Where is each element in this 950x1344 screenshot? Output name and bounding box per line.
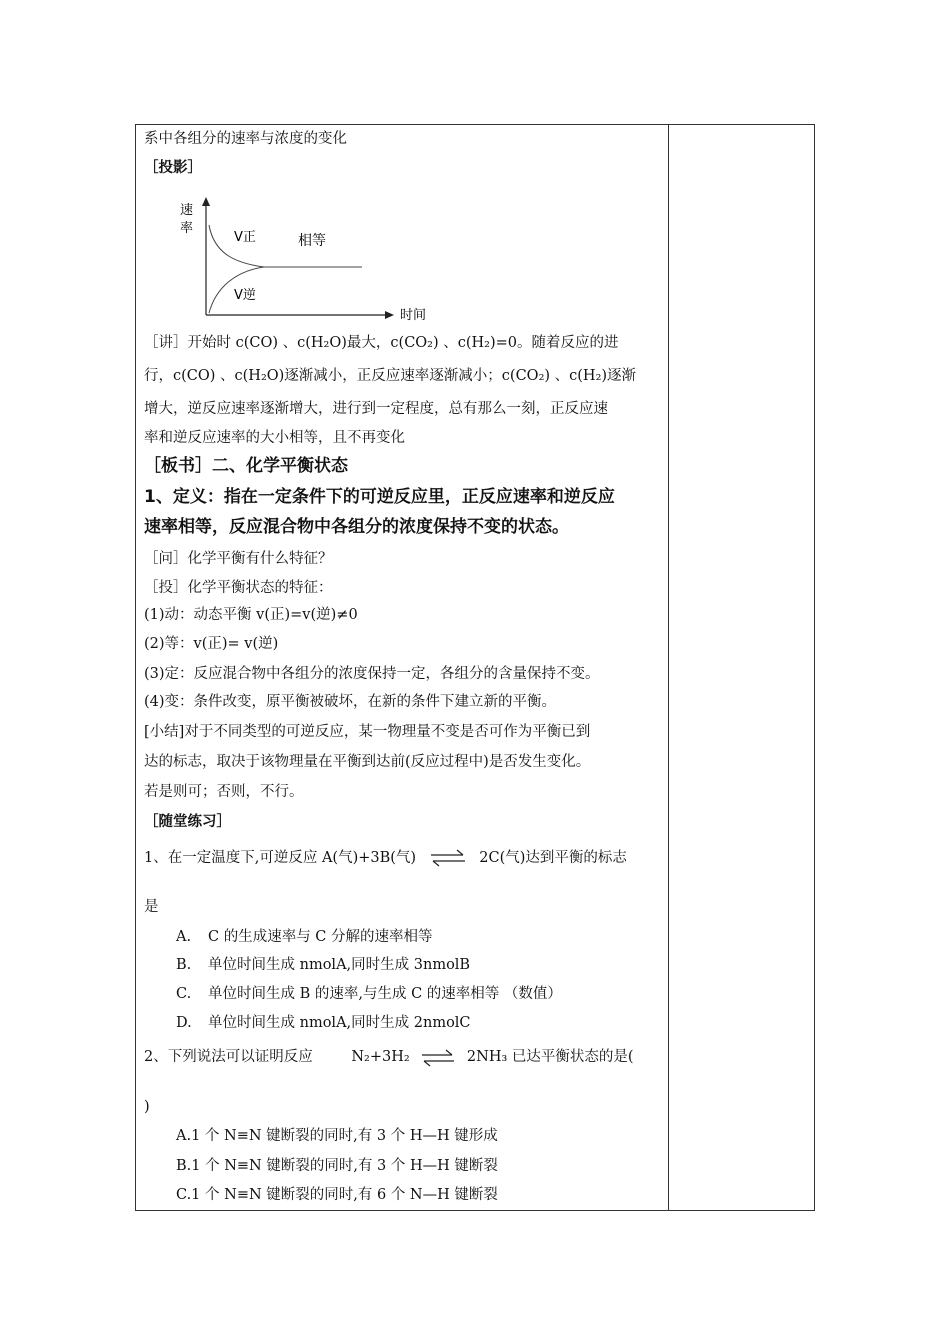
option-letter: C. (176, 986, 192, 1002)
option-text: 单位时间生成 nmolA,同时生成 3nmolB (208, 957, 471, 973)
definition-line: 速率相等，反应混合物中各组分的浓度保持不变的状态。 (144, 517, 569, 537)
x-label: 时间 (400, 308, 427, 323)
definition-line: 1、定义：指在一定条件下的可逆反应里，正反应速率和逆反应 (144, 487, 615, 507)
text-line: 行，c(CO) 、c(H₂O)逐渐减小，正反应速率逐渐减小；c(CO₂) 、c(H₂)逐渐 (144, 368, 637, 384)
option-a: A.1 个 N≡N 键断裂的同时,有 3 个 H—H 键形成 (176, 1128, 498, 1144)
question-1-stem-end: 2C(气)达到平衡的标志 (479, 850, 627, 866)
equal-label: 相等 (298, 233, 326, 249)
option-letter: A. (176, 929, 192, 945)
equilibrium-arrows-icon (427, 848, 469, 868)
text-line: 率和逆反应速率的大小相等，且不再变化 (144, 430, 405, 446)
option-text: 单位时间生成 B 的速率,与生成 C 的速率相等 （数值） (208, 986, 562, 1002)
option-letter: B. (176, 957, 192, 973)
question-2-tail: ) (144, 1099, 150, 1115)
question-1 (144, 848, 627, 868)
feature-line: (2)等：v(正)= v(逆) (144, 636, 279, 652)
equilibrium-arrows-icon (418, 1047, 458, 1067)
text-line: ［投］化学平衡状态的特征： (144, 580, 333, 596)
x-axis-arrow (385, 311, 394, 319)
text-line: 增大，逆反应速率逐渐增大，进行到一定程度，总有那么一刻，正反应速 (144, 401, 608, 417)
summary-line: 达的标志，取决于该物理量在平衡到达前(反应过程中)是否发生变化。 (144, 754, 591, 770)
summary-line: [小结]对于不同类型的可逆反应，某一物理量不变是否可作为平衡已到 (144, 724, 591, 740)
feature-line: (3)定：反应混合物中各组分的浓度保持一定，各组分的含量保持不变。 (144, 666, 600, 682)
feature-line: (4)变：条件改变，原平衡被破坏，在新的条件下建立新的平衡。 (144, 694, 557, 710)
column-divider (668, 125, 669, 1210)
question-1-stem: 1、在一定温度下,可逆反应 A(气)+3B(气) (144, 850, 417, 866)
option-c (176, 984, 562, 1004)
summary-line: 若是则可；否则，不行。 (144, 784, 304, 800)
forward-label: V正 (234, 230, 256, 245)
reaction-reactants: N₂+3H₂ (351, 1049, 410, 1065)
option-b (176, 955, 470, 975)
practice-heading: ［随堂练习］ (144, 814, 231, 830)
text-line: ［讲］开始时 c(CO) 、c(H₂O)最大，c(CO₂) 、c(H₂)=0。随着反应的进 (144, 335, 619, 351)
option-d (176, 1013, 471, 1033)
lesson-table (135, 124, 815, 1211)
text-line: 系中各组分的速率与浓度的变化 (144, 131, 347, 147)
question-line: ［问］化学平衡有什么特征？ (144, 551, 333, 567)
reverse-label: V逆 (234, 288, 256, 303)
question-2 (144, 1047, 634, 1067)
option-c: C.1 个 N≡N 键断裂的同时,有 6 个 N—H 键断裂 (176, 1187, 498, 1203)
option-a (176, 927, 433, 947)
question-2-stem: 2、下列说法可以证明反应 (144, 1049, 313, 1065)
board-heading: ［板书］二、化学平衡状态 (144, 456, 348, 476)
section-tag: ［投影］ (144, 160, 202, 176)
option-letter: D. (176, 1015, 192, 1031)
y-label-2: 率 (180, 221, 194, 236)
feature-line: (1)动：动态平衡 v(正)=v(逆)≠0 (144, 607, 358, 623)
option-b: B.1 个 N≡N 键断裂的同时,有 3 个 H—H 键断裂 (176, 1158, 498, 1174)
question-1-tail: 是 (144, 899, 159, 915)
y-label-1: 速 (180, 203, 194, 218)
option-text: C 的生成速率与 C 分解的速率相等 (208, 929, 433, 945)
y-axis-arrow (202, 197, 210, 206)
question-2-stem-end: 2NH₃ 已达平衡状态的是( (466, 1049, 634, 1065)
option-text: 单位时间生成 nmolA,同时生成 2nmolC (208, 1015, 471, 1031)
rate-time-chart (164, 197, 444, 327)
